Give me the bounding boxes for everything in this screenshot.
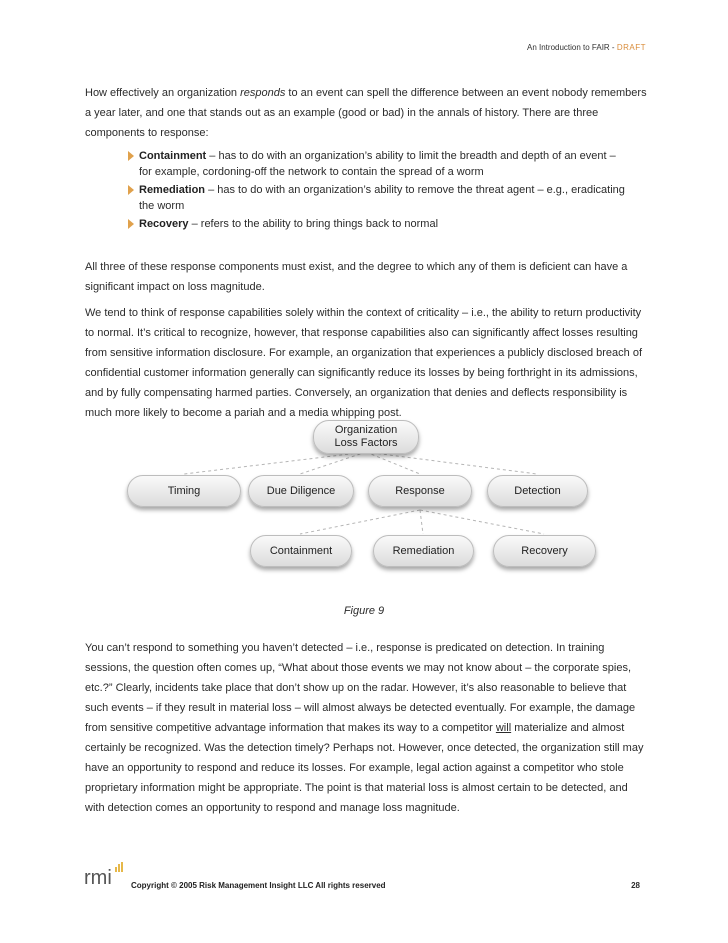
connector-line (300, 510, 420, 534)
logo-text: rmi (84, 867, 112, 888)
copyright-text: Copyright © 2005 Risk Management Insight LLC All rights reserved (131, 881, 386, 890)
bullet-term: Recovery (139, 218, 189, 230)
node-label: Organization (334, 424, 398, 436)
bullet-text: – refers to the ability to bring things back to normal (188, 218, 439, 230)
connector-line (366, 452, 420, 474)
bullet-term: Remediation (139, 184, 206, 196)
page-number: 28 (631, 881, 640, 890)
node-recovery: Recovery (493, 535, 596, 567)
header-title: An Introduction to FAIR - (527, 43, 617, 52)
logo-icon (84, 862, 128, 888)
intro-text-2: to an event can spell the difference between an event nobody remembers a year later, and one that stands out as an example (good or bad) in the annals of history. There are three components to response: (85, 87, 647, 139)
paragraph-4 (85, 638, 650, 818)
connector-line (420, 510, 544, 534)
node-due-diligence: Due Diligence (248, 475, 354, 507)
p4-underline: will (495, 722, 512, 734)
paragraph-3: We tend to think of response capabilities solely within the context of criticality – i.e., the ability to return productivity to normal. It’s critical to recognize, however, that response capabilities also can significantly affect losses resulting from sensitive information disclosure. For example, an organization that experiences a publicly disclosed breach of confidential customer information generally can significantly reduce its losses by being forthright in its admissions, and by fully compensating harmed parties. Conversely, an organization that denies and deflects responsibility is much more likely to become a pariah and a media whipping post. (85, 307, 643, 419)
bullet-text: – has to do with an organization’s ability to limit the breadth and depth of an event – for example, cordoning-off the network to contain the spread of a worm (139, 150, 616, 178)
p4-text-1: You can’t respond to something you haven’t detected – i.e., response is predicated on detection. In training sessions, the question often comes up, “What about those events we may not know about – the corporate spies, etc.?” Clearly, incidents take place that don’t show up on the radar. However, it’s also reasonable to believe that such events – if they result in material loss – will almost always be detected eventually. For example, the damage from sensitive competitive advantage information that makes its way to a competitor (85, 642, 636, 734)
node-containment: Containment (250, 535, 352, 567)
logo-bar (118, 864, 120, 872)
paragraph-2: All three of these response components must exist, and the degree to which any of them is deficient can have a significant impact on loss magnitude. (85, 261, 628, 293)
node-detection: Detection (487, 475, 588, 507)
connector-line (420, 510, 423, 534)
connector-line (366, 452, 537, 474)
bullet-term: Containment (139, 150, 207, 162)
node-organization-loss-factors (313, 420, 419, 454)
node-remediation: Remediation (373, 535, 474, 567)
node-timing: Timing (127, 475, 241, 507)
logo-bar (121, 862, 123, 872)
figure-caption: Figure 9 (343, 605, 385, 617)
p4-text-2: materialize and almost certainly be recognized. Was the detection timely? Perhaps not. However, once detected, the organization still may have an opportunity to respond and reduce its losses. For example, legal action against a competitor who stole proprietary information might be appropriate. The point is that material loss is almost certain to be detected, and with detection comes an opportunity to respond and manage loss magnitude. (85, 722, 644, 814)
intro-emphasis: responds (240, 87, 286, 99)
bullet-text: – has to do with an organization’s ability to remove the threat agent – e.g., eradicating the worm (139, 184, 625, 212)
connector-line (184, 452, 366, 474)
intro-text-1: How effectively an organization (85, 87, 241, 99)
connector-line (300, 452, 366, 474)
node-response: Response (368, 475, 472, 507)
node-label: Loss Factors (334, 437, 398, 449)
rmi-logo (84, 862, 128, 893)
logo-bar (115, 867, 117, 872)
draft-label: DRAFT (616, 43, 646, 52)
